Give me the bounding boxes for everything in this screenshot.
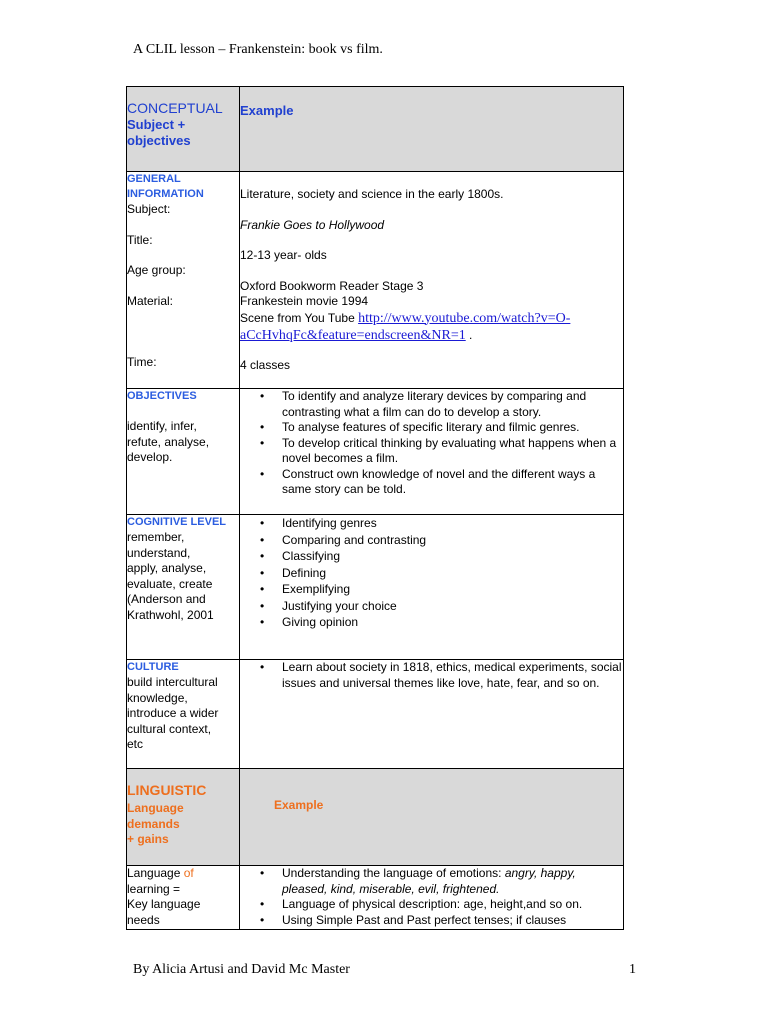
cognitive-desc-line: apply, analyse,	[127, 561, 207, 575]
language-label-line: needs	[127, 912, 160, 927]
objectives-verb-3: develop.	[127, 450, 173, 464]
culture-row	[127, 660, 624, 769]
language-label: Language	[127, 866, 184, 880]
objective-item: • To identify and analyze literary devices by comparing and contrasting what a film can do to develop a story.	[282, 389, 623, 420]
cognitive-item: • Justifying your choice	[282, 598, 623, 615]
conceptual-example-cell	[240, 87, 624, 172]
linguistic-sub-1: Language	[127, 801, 184, 815]
age-group-label: Age group:	[127, 263, 186, 277]
culture-item: • Learn about society in 1818, ethics, medical experiments, social issues and universal themes like love, hate, fear, and so on.	[282, 660, 623, 691]
page-header: A CLIL lesson – Frankenstein: book vs film.	[133, 42, 383, 57]
material-value-1: Oxford Bookworm Reader Stage 3	[240, 278, 424, 293]
culture-desc-line: cultural context,	[127, 721, 212, 736]
material-label: Material:	[127, 293, 174, 308]
linguistic-sub-3: + gains	[127, 832, 169, 846]
objectives-verb-2: refute, analyse,	[127, 434, 210, 449]
cognitive-content-cell	[240, 515, 624, 660]
linguistic-title: LINGUISTIC	[127, 782, 207, 798]
culture-desc-line: knowledge,	[127, 690, 188, 705]
title-value: Frankie Goes to Hollywood	[240, 217, 385, 232]
conceptual-subtitle-2: objectives	[127, 133, 191, 148]
age-group-value: 12-13 year- olds	[240, 248, 327, 262]
cognitive-row	[127, 515, 624, 660]
cognitive-item: • Defining	[282, 565, 623, 582]
objectives-label-cell	[127, 389, 240, 515]
conceptual-example: Example	[240, 103, 294, 118]
lesson-plan-table	[126, 86, 624, 930]
cognitive-desc-line: (Anderson and	[127, 592, 206, 606]
youtube-link[interactable]: http://www.youtube.com/watch?v=O-	[358, 310, 571, 326]
language-of-content-cell	[240, 866, 624, 930]
linguistic-example: Example	[274, 798, 324, 812]
youtube-link-continued[interactable]: aCcHvhqFc&feature=endscreen&NR=1	[240, 327, 466, 343]
linguistic-header-row	[127, 769, 624, 866]
culture-list	[240, 660, 623, 691]
objectives-content-cell	[240, 389, 624, 515]
conceptual-label-cell	[127, 87, 240, 172]
cognitive-list	[240, 515, 623, 631]
conceptual-subtitle-1: Subject +	[127, 117, 186, 132]
objectives-list	[240, 389, 623, 498]
culture-desc-line: build intercultural	[127, 675, 218, 689]
linguistic-example-cell	[240, 769, 624, 866]
objectives-verb-1: identify, infer,	[127, 419, 197, 433]
general-info-row	[127, 172, 624, 389]
language-item: • Understanding the language of emotions: angry, happy, pleased, kind, miserable, evil, frightened.	[282, 866, 623, 897]
general-heading-1: GENERAL	[127, 173, 181, 185]
language-label-line: Key language	[127, 897, 201, 911]
subject-label: Subject:	[127, 202, 171, 216]
cognitive-desc-line: Krathwohl, 2001	[127, 607, 214, 622]
material-value-2: Frankestein movie 1994	[240, 294, 369, 308]
cognitive-heading: COGNITIVE LEVEL	[127, 516, 227, 528]
objectives-heading: OBJECTIVES	[127, 390, 197, 402]
conceptual-header-row	[127, 87, 624, 172]
general-info-label-cell	[127, 172, 240, 389]
culture-label-cell	[127, 660, 240, 769]
general-info-content-cell	[240, 172, 624, 389]
cognitive-item: • Identifying genres	[282, 515, 623, 532]
cognitive-label-cell	[127, 515, 240, 660]
objective-item: • To analyse features of specific literary and filmic genres.	[282, 420, 623, 436]
culture-desc-line: etc	[127, 737, 144, 751]
page-footer	[133, 962, 636, 978]
cognitive-desc-line: remember,	[127, 530, 185, 544]
cognitive-desc-line: evaluate, create	[127, 576, 213, 591]
material-value-3: Scene from You Tube	[240, 310, 359, 325]
general-heading-2: INFORMATION	[127, 188, 204, 200]
footer-authors: By Alicia Artusi and David Mc Master	[133, 962, 350, 977]
conceptual-title: CONCEPTUAL	[127, 100, 223, 116]
objectives-row	[127, 389, 624, 515]
cognitive-item: • Comparing and contrasting	[282, 532, 623, 549]
linguistic-label-cell	[127, 769, 240, 866]
objective-item: • To develop critical thinking by evaluating what happens when a novel becomes a film.	[282, 436, 623, 467]
time-label: Time:	[127, 355, 157, 369]
language-list	[240, 866, 623, 928]
link-suffix: .	[465, 327, 473, 342]
culture-content-cell	[240, 660, 624, 769]
title-label: Title:	[127, 232, 153, 247]
language-label-line: learning =	[127, 881, 181, 896]
cognitive-desc-line: understand,	[127, 545, 191, 560]
cognitive-item: • Giving opinion	[282, 614, 623, 631]
page-number: 1	[629, 962, 636, 977]
language-item: • Language of physical description: age, height,and so on.	[282, 897, 623, 913]
language-of-word: of	[183, 866, 194, 880]
objective-item: • Construct own knowledge of novel and the different ways a same story can be told.	[282, 467, 623, 498]
language-of-label-cell	[127, 866, 240, 930]
cognitive-item: • Classifying	[282, 548, 623, 565]
linguistic-sub-2: demands	[127, 816, 180, 831]
subject-value: Literature, society and science in the early 1800s.	[240, 187, 504, 201]
time-value: 4 classes	[240, 357, 291, 372]
culture-desc-line: introduce a wider	[127, 706, 219, 720]
cognitive-item: • Exemplifying	[282, 581, 623, 598]
language-item: • Using Simple Past and Past perfect tenses; if clauses	[282, 913, 623, 929]
language-of-learning-row	[127, 866, 624, 930]
culture-heading: CULTURE	[127, 661, 179, 673]
